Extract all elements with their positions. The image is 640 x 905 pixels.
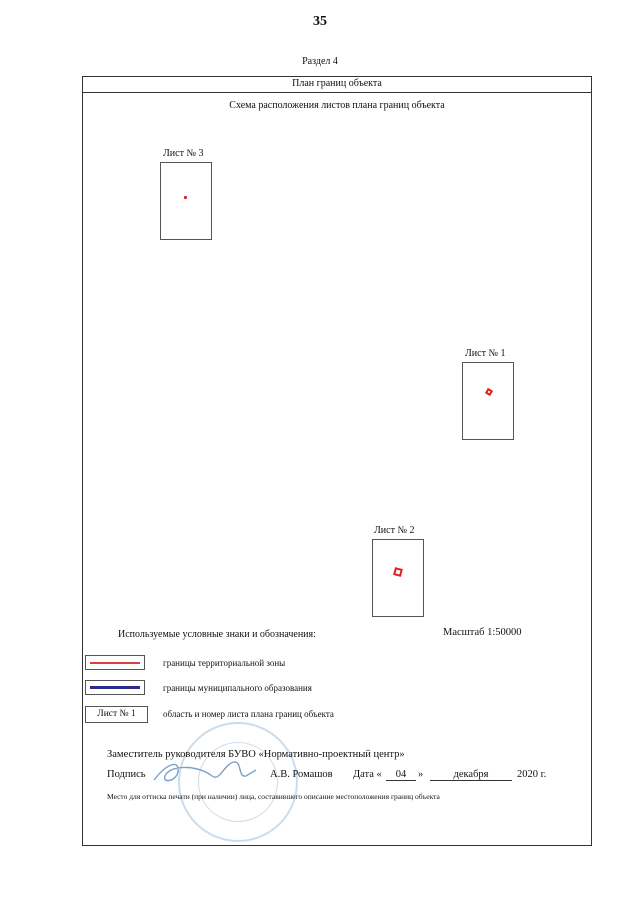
sign-label: Подпись	[107, 769, 146, 780]
date-month: декабря	[430, 769, 512, 781]
legend-sheet-text: область и номер листа плана границ объекта	[163, 709, 334, 719]
sheet-3-area	[160, 162, 212, 240]
section-label: Раздел 4	[302, 56, 338, 67]
object-marker	[485, 388, 493, 396]
sheet-1-label: Лист № 1	[465, 348, 506, 359]
date-year: 2020 г.	[517, 769, 547, 780]
blue-line-icon	[90, 686, 140, 689]
legend-title: Используемые условные знаки и обозначения:	[118, 629, 316, 640]
legend-municipal-text: границы муниципального образования	[163, 683, 312, 693]
plan-frame	[82, 76, 592, 846]
sheet-3-label: Лист № 3	[163, 148, 204, 159]
sheet-2-area	[372, 539, 424, 617]
legend-territorial-zone-symbol	[85, 655, 145, 670]
date-day: 04	[386, 769, 416, 781]
date-label: Дата «	[353, 769, 382, 780]
legend-territorial-zone-text: границы территориальной зоны	[163, 658, 286, 668]
legend-sheet-sample: Лист № 1	[85, 706, 148, 723]
stamp-note: Место для оттиска печати (при наличии) лица, составившего описание местоположения границ объекта	[107, 792, 440, 801]
signer-position: Заместитель руководителя БУВО «Нормативно-проектный центр»	[107, 749, 405, 760]
handwritten-signature-icon	[150, 756, 260, 788]
red-line-icon	[90, 662, 140, 664]
signer-name: А.В. Ромашов	[270, 769, 333, 780]
date-quote-close: »	[418, 769, 424, 780]
table-header: План границ объекта	[82, 76, 592, 93]
object-marker	[184, 196, 187, 199]
page-number: 35	[313, 14, 327, 29]
legend-municipal-symbol	[85, 680, 145, 695]
sheet-2-label: Лист № 2	[374, 525, 415, 536]
sheet-1-area	[462, 362, 514, 440]
scale-label: Масштаб 1:50000	[443, 627, 522, 638]
scheme-title: Схема расположения листов плана границ объекта	[229, 100, 445, 111]
object-marker	[393, 567, 403, 577]
